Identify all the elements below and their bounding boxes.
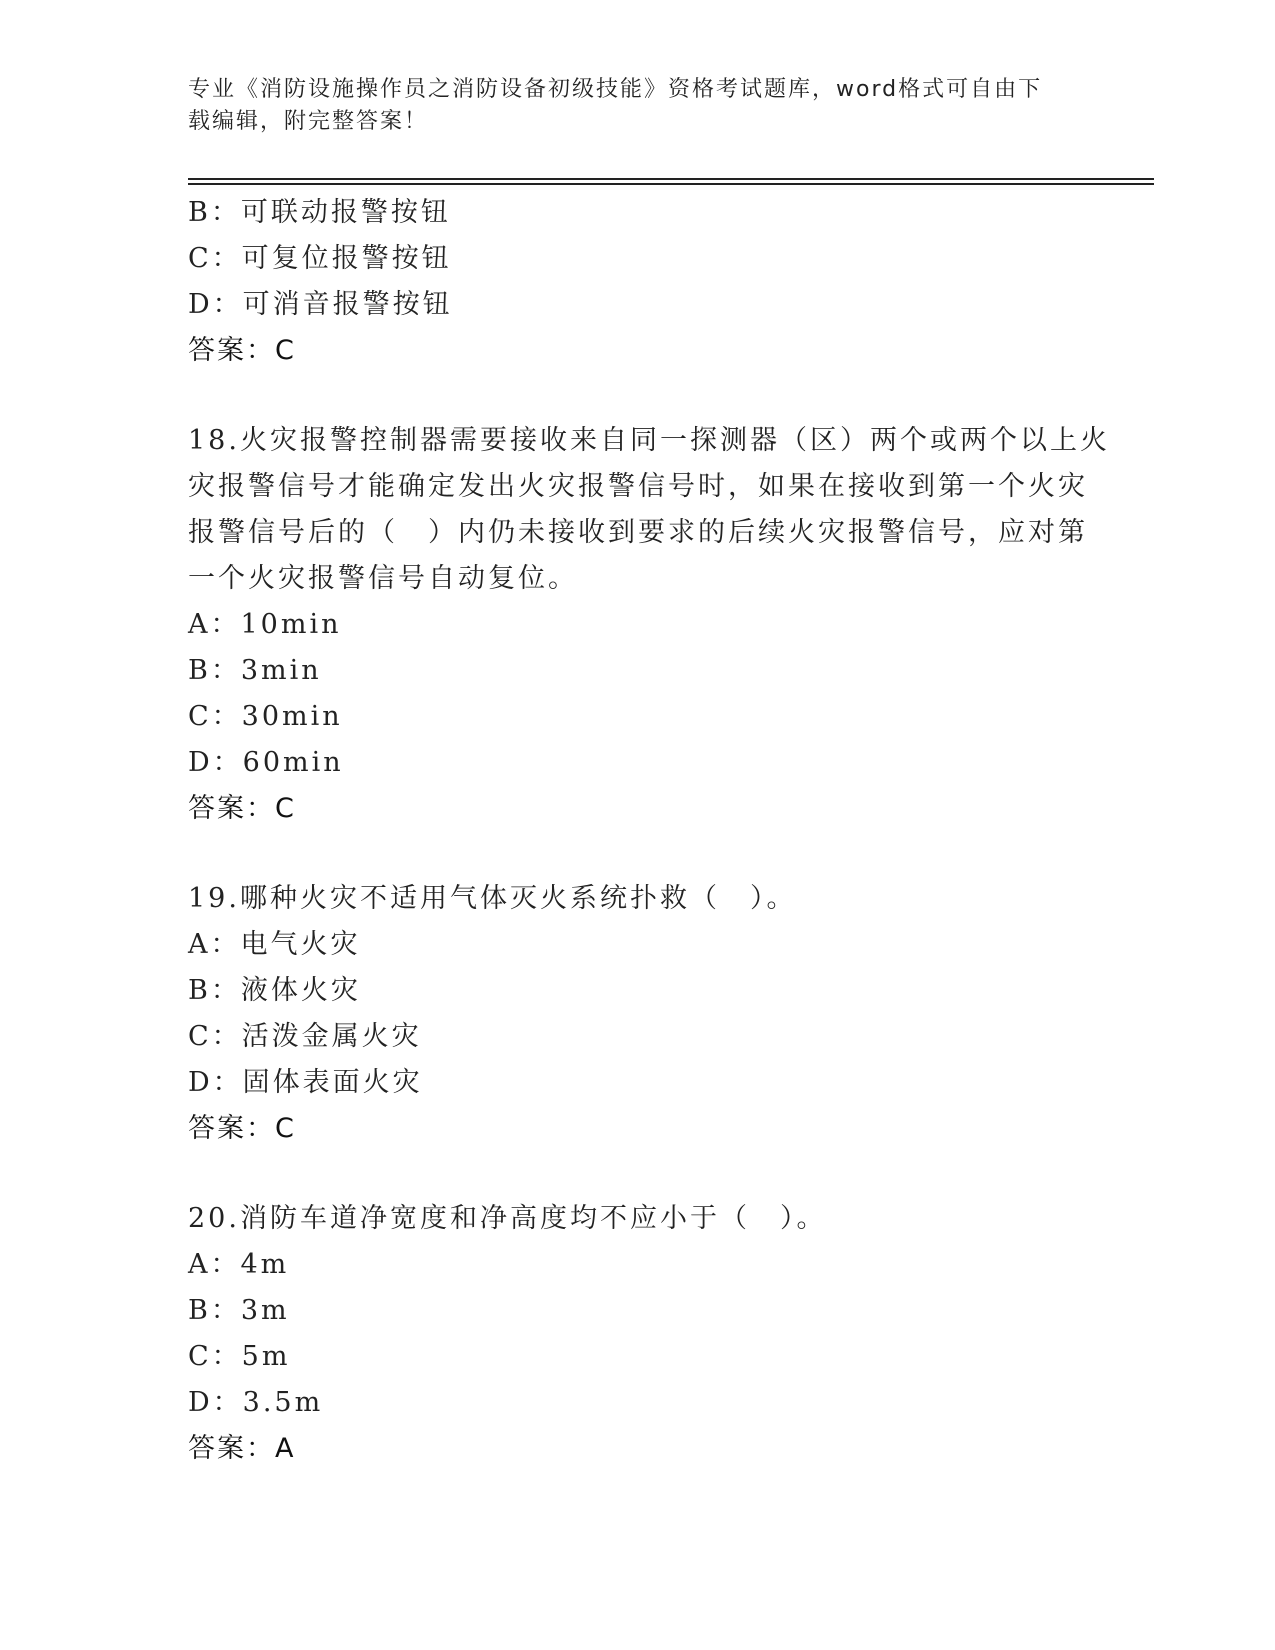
- option-c: C：5m: [188, 1341, 291, 1372]
- question-text-line: 报警信号后的（ ）内仍未接收到要求的后续火灾报警信号，应对第: [188, 517, 1088, 548]
- question-text-line: 18.火灾报警控制器需要接收来自同一探测器（区）两个或两个以上火: [188, 425, 1110, 456]
- option-b: B：3m: [188, 1295, 290, 1326]
- option-d: D：3.5m: [188, 1387, 324, 1418]
- answer-line: 答案：C: [188, 1113, 296, 1144]
- option-b: B：3min: [188, 655, 322, 686]
- spacer: [188, 1152, 1088, 1196]
- header-divider-top: [188, 178, 1154, 180]
- option-c: C：30min: [188, 701, 343, 732]
- question-text-line: 19.哪种火灾不适用气体灭火系统扑救（ ）。: [188, 883, 797, 914]
- option-a: A：4m: [188, 1249, 290, 1280]
- option-a: A：电气火灾: [188, 929, 361, 960]
- option-b: B：液体火灾: [188, 975, 361, 1006]
- question-17-continued: [188, 190, 1088, 374]
- header-divider-bottom: [188, 183, 1154, 185]
- question-list: [188, 190, 1110, 1472]
- question-text-line: 20.消防车道净宽度和净高度均不应小于（ ）。: [188, 1203, 827, 1234]
- question-19: [188, 876, 1088, 1152]
- header-line-2: 载编辑，附完整答案！: [188, 109, 429, 134]
- option-c: C：活泼金属火灾: [188, 1021, 422, 1052]
- answer-line: 答案：C: [188, 793, 296, 824]
- answer-line: 答案：C: [188, 335, 296, 366]
- option-d: D：60min: [188, 747, 344, 778]
- question-text-line: 灾报警信号才能确定发出火灾报警信号时，如果在接收到第一个火灾: [188, 471, 1088, 502]
- question-18: [188, 418, 1110, 832]
- option-d: D：固体表面火灾: [188, 1067, 423, 1098]
- header-line-1: 专业《消防设施操作员之消防设备初级技能》资格考试题库，word格式可自由下: [188, 77, 1043, 102]
- option-c: C：可复位报警按钮: [188, 243, 452, 274]
- option-a: A：10min: [188, 609, 342, 640]
- question-text-line: 一个火灾报警信号自动复位。: [188, 563, 578, 594]
- spacer: [188, 832, 1088, 876]
- document-header: [188, 74, 1068, 138]
- spacer: [188, 374, 1088, 418]
- answer-line: 答案：A: [188, 1433, 296, 1464]
- option-b: B：可联动报警按钮: [188, 197, 451, 228]
- question-20: [188, 1196, 1088, 1472]
- option-d: D：可消音报警按钮: [188, 289, 453, 320]
